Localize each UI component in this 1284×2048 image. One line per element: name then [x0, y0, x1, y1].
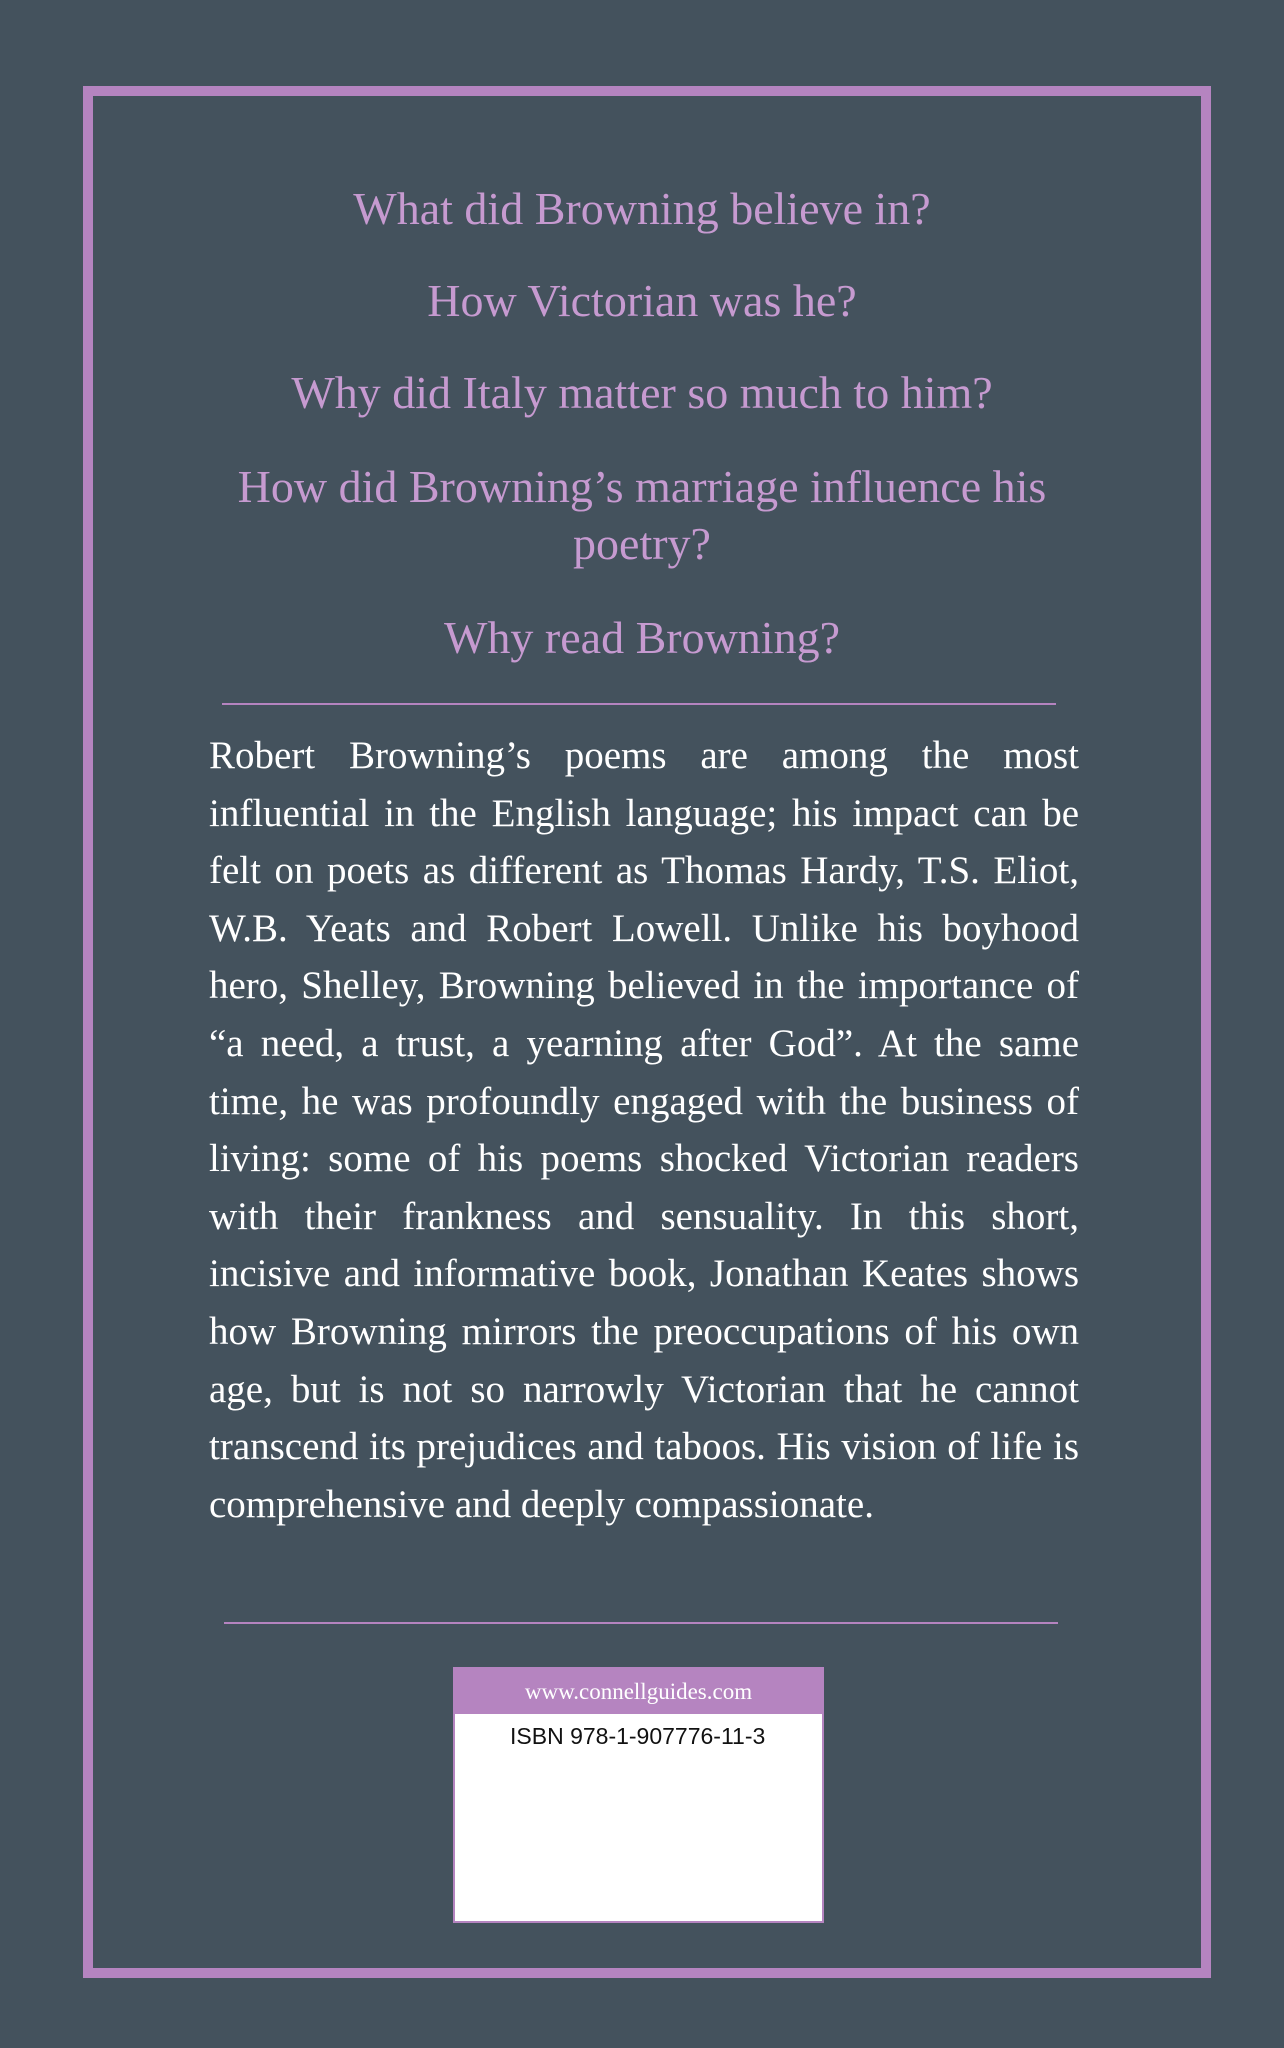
question-4: How did Browning’s marriage influence his poetry? [237, 461, 1047, 569]
divider-top [222, 703, 1056, 705]
publisher-website: www.connellguides.com [455, 1669, 822, 1714]
divider-bottom [224, 1622, 1058, 1624]
question-3: Why did Italy matter so much to him? [291, 367, 993, 418]
book-description: Robert Browning’s poems are among the most influential in the English language; his impact can be felt on poets as different as Thomas Hardy, T.S. Eliot, W.B. Yeats and Robert Lowell. Unlike his boyhood hero, Shelley, Browning believed in the importance of “a need, a trust, a yearning after God”. At the same time, he was profoundly engaged with the business of living: some of his poems shocked Victorian readers with their frankness and sensuality. In this short, incisive and informative book, Jonathan Keates shows how Browning mirrors the preoccupations of his own age, but is not so narrowly Victorian that he cannot transcend its prejudices and taboos. His vision of life is comprehensive and deeply compassionate. [209, 734, 1079, 1526]
question-1: What did Browning believe in? [353, 183, 931, 234]
question-5: Why read Browning? [444, 612, 840, 663]
barcode-panel [453, 1667, 824, 1923]
isbn-number: ISBN 978-1-907776-11-3 [510, 1723, 766, 1749]
question-2: How Victorian was he? [427, 275, 857, 326]
